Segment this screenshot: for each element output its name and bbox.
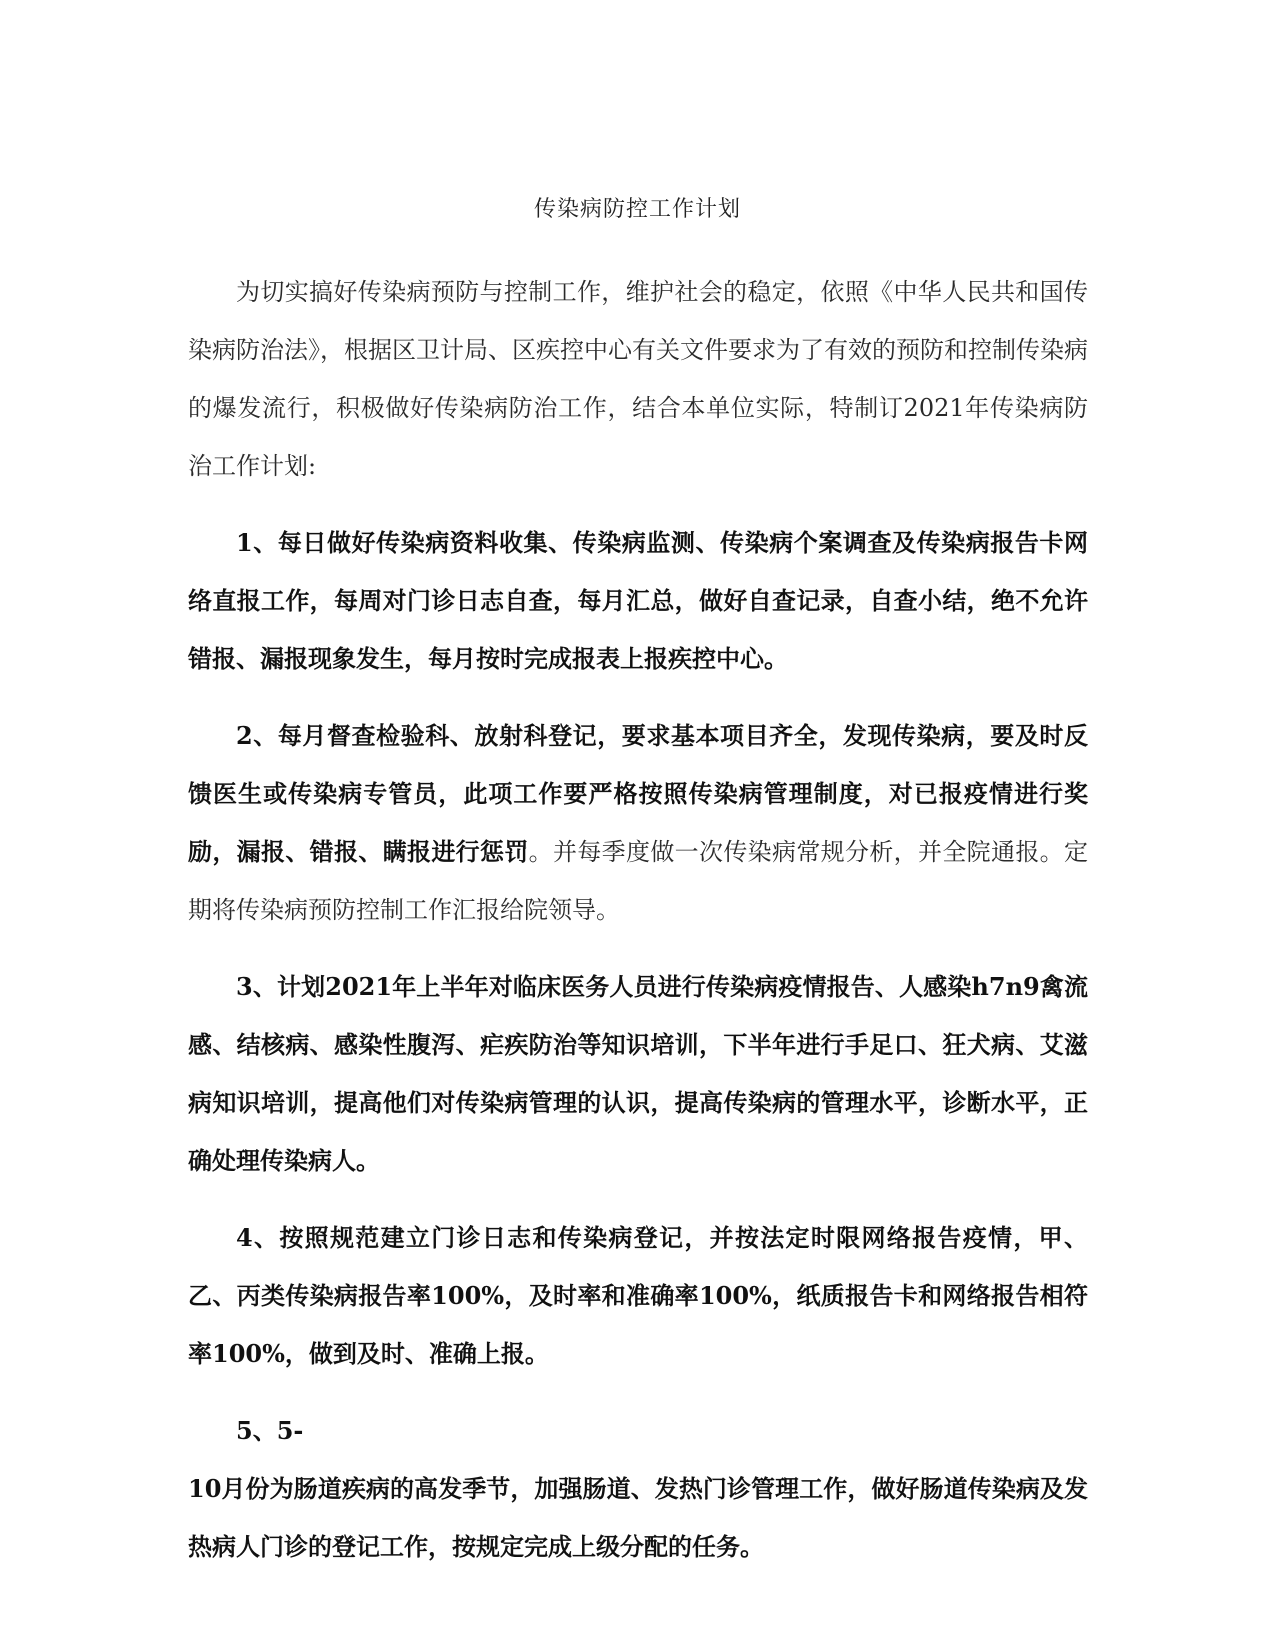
item-2-plain-text: 。并每季度做一次传染病常规分析，并全院通报。定期将传染病预防控制工作汇报给院领导。 bbox=[188, 838, 1089, 924]
intro-paragraph: 为切实搞好传染病预防与控制工作，维护社会的稳定，依照《中华人民共和国传染病防治法》，根据区卫计局、区疾控中心有关文件要求为了有效的预防和控制传染病的爆发流行，积极做好传染病防治工作，结合本单位实际，特制订2021年传染病防治工作计划: bbox=[188, 278, 1088, 480]
item-4-paragraph: 4、按照规范建立门诊日志和传染病登记，并按法定时限网络报告疫情，甲、乙、丙类传染病报告率100%，及时率和准确率100%，纸质报告卡和网络报告相符率100%，做到及时、准确上报。 bbox=[188, 1223, 1088, 1368]
item-5-paragraph: 10月份为肠道疾病的高发季节，加强肠道、发热门诊管理工作，做好肠道传染病及发热病人门诊的登记工作，按规定完成上级分配的任务。 bbox=[188, 1474, 1088, 1561]
item-2-paragraph bbox=[188, 707, 1088, 939]
item-3-paragraph: 3、计划2021年上半年对临床医务人员进行传染病疫情报告、人感染h7n9禽流感、结核病、感染性腹泻、疟疾防治等知识培训，下半年进行手足口、狂犬病、艾滋病知识培训，提高他们对传染病管理的认识，提高传染病的管理水平，诊断水平，正确处理传染病人。 bbox=[188, 972, 1088, 1175]
document-title: 传染病防控工作计划 bbox=[533, 197, 741, 222]
item-5-heading: 5、5- bbox=[236, 1416, 304, 1445]
item-1-paragraph: 1、每日做好传染病资料收集、传染病监测、传染病个案调查及传染病报告卡网络直报工作，每周对门诊日志自查，每月汇总，做好自查记录，自查小结，绝不允许错报、漏报现象发生，每月按时完成报表上报疾控中心。 bbox=[188, 528, 1088, 673]
item-2-bold-text: 2、每月督查检验科、放射科登记，要求基本项目齐全，发现传染病，要及时反馈医生或传染病专管员，此项工作要严格按照传染病管理制度，对已报疫情进行奖励，漏报、错报、瞒报进行惩罚 bbox=[188, 721, 1088, 866]
document-body bbox=[188, 263, 1088, 1595]
